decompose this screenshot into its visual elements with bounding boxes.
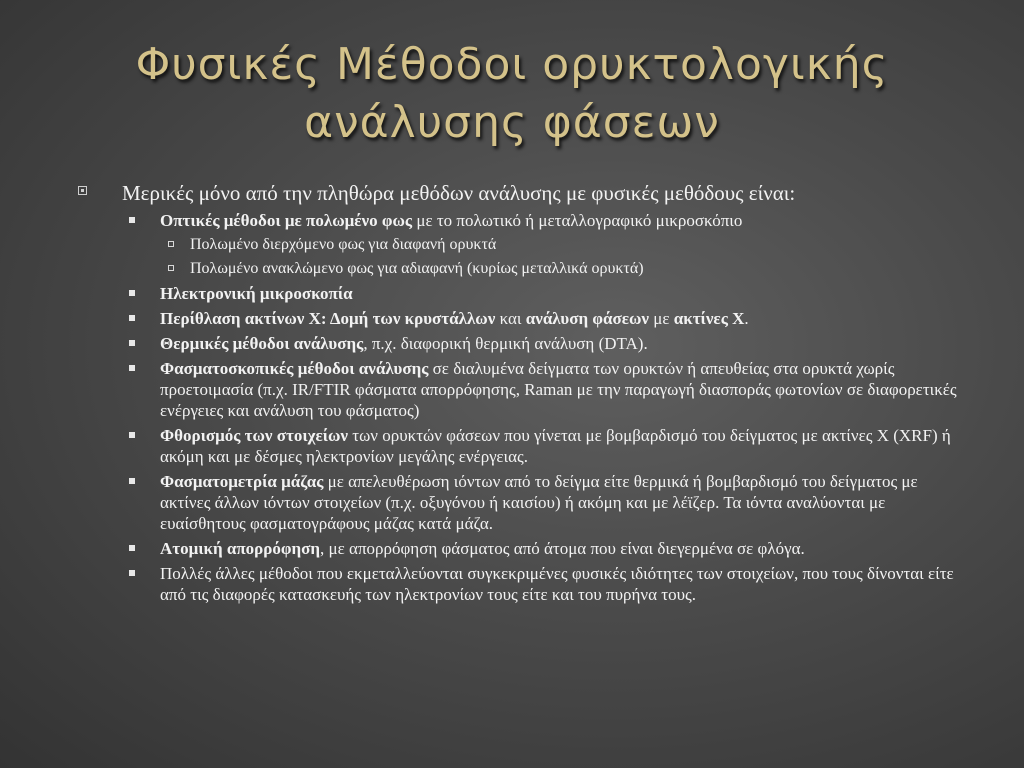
xray-text-1: και bbox=[495, 309, 526, 328]
intro-bullet bbox=[78, 180, 968, 206]
mass-bold: Φασματομετρία μάζας bbox=[160, 472, 324, 491]
slide-title bbox=[40, 36, 984, 152]
square-bullet-icon bbox=[78, 186, 87, 195]
list-item-electron bbox=[78, 283, 968, 304]
fluorescence-text: των ορυκτών φάσεων που γίνεται με βομβαρδισμό του δείγματος με ακτίνες Χ (XRF) ή ακόμη και με δέσμες ηλεκτρονίων μεγάλης ενέργειας. bbox=[160, 426, 951, 466]
square-bullet-icon bbox=[129, 545, 135, 551]
square-bullet-icon bbox=[129, 478, 135, 484]
slide-title-line-2: ανάλυσης φάσεων bbox=[304, 97, 720, 148]
list-item-other bbox=[78, 563, 968, 605]
square-bullet-icon bbox=[129, 217, 135, 223]
square-bullet-icon bbox=[129, 315, 135, 321]
spectroscopic-text: σε διαλυμένα δείγματα των ορυκτών ή απευθείας στα ορυκτά χωρίς προετοιμασία (π.χ. IR/FTIR φάσματα απορρόφησης, Raman με την παραγωγή διασποράς φωτονίων σε διαφορετικές ενέργειες και ανάλυση του φάσματος) bbox=[160, 359, 957, 420]
sub-item-transmitted bbox=[78, 235, 968, 255]
sub-item-text: Πολωμένο ανακλώμενο φως για αδιαφανή (κυρίως μεταλλικά ορυκτά) bbox=[190, 260, 644, 277]
hollow-square-bullet-icon bbox=[168, 241, 174, 247]
list-item-xray bbox=[78, 308, 968, 329]
square-bullet-icon bbox=[129, 432, 135, 438]
list-item-atomic bbox=[78, 538, 968, 559]
xray-text-3: . bbox=[744, 309, 749, 328]
xray-bold-1: Περίθλαση ακτίνων Χ: Δομή των κρυστάλλων bbox=[160, 309, 496, 328]
square-bullet-icon bbox=[129, 340, 135, 346]
square-bullet-icon bbox=[129, 570, 135, 576]
sub-item-reflected bbox=[78, 259, 968, 279]
list-item-thermal bbox=[78, 333, 968, 354]
hollow-square-bullet-icon bbox=[168, 265, 174, 271]
atomic-bold: Ατομική απορρόφηση bbox=[160, 539, 321, 558]
optical-bold: Οπτικές μέθοδοι με πολωμένο φως bbox=[160, 211, 413, 230]
list-item-mass bbox=[78, 471, 968, 534]
intro-text: Μερικές μόνο από την πληθώρα μεθόδων ανάλυσης με φυσικές μεθόδους είναι: bbox=[122, 181, 796, 205]
slide-body bbox=[78, 180, 968, 609]
electron-bold: Ηλεκτρονική μικροσκοπία bbox=[160, 284, 353, 303]
square-bullet-icon bbox=[129, 365, 135, 371]
optical-text: με το πολωτικό ή μεταλλογραφικό μικροσκόπιο bbox=[412, 211, 743, 230]
thermal-bold: Θερμικές μέθοδοι ανάλυσης bbox=[160, 334, 364, 353]
xray-bold-3: ακτίνες Χ bbox=[673, 309, 745, 328]
sub-item-text: Πολωμένο διερχόμενο φως για διαφανή ορυκτά bbox=[190, 236, 497, 253]
list-item-optical bbox=[78, 210, 968, 231]
list-item-fluorescence bbox=[78, 425, 968, 467]
spectroscopic-bold: Φασματοσκοπικές μέθοδοι ανάλυσης bbox=[160, 359, 429, 378]
fluorescence-bold: Φθορισμός των στοιχείων bbox=[160, 426, 349, 445]
xray-text-2: με bbox=[649, 309, 674, 328]
square-bullet-icon bbox=[129, 290, 135, 296]
mass-text: με απελευθέρωση ιόντων από το δείγμα είτε θερμικά ή βομβαρδισμό του δείγματος με ακτίνες άλλων ιόντων στοιχείων (π.χ. οξυγόνου ή καισίου) ή ακόμη και με λέϊζερ. Τα ιόντα αναλύονται με ευαίσθητους φασματογράφους μάζας κατά μάζα. bbox=[160, 472, 918, 533]
slide-title-line-1: Φυσικές Μέθοδοι ορυκτολογικής bbox=[135, 39, 889, 90]
list-item-spectroscopic bbox=[78, 358, 968, 421]
atomic-text: , με απορρόφηση φάσματος από άτομα που είναι διεγερμένα σε φλόγα. bbox=[320, 539, 805, 558]
thermal-text: , π.χ. διαφορική θερμική ανάλυση (DTA). bbox=[363, 334, 648, 353]
xray-bold-2: ανάλυση φάσεων bbox=[525, 309, 650, 328]
other-text: Πολλές άλλες μέθοδοι που εκμεταλλεύονται συγκεκριμένες φυσικές ιδιότητες των στοιχείων, που τους δίνονται είτε από τις διαφορές κατασκευής των ηλεκτρονίων τους είτε και του πυρήνα τους. bbox=[160, 564, 954, 604]
